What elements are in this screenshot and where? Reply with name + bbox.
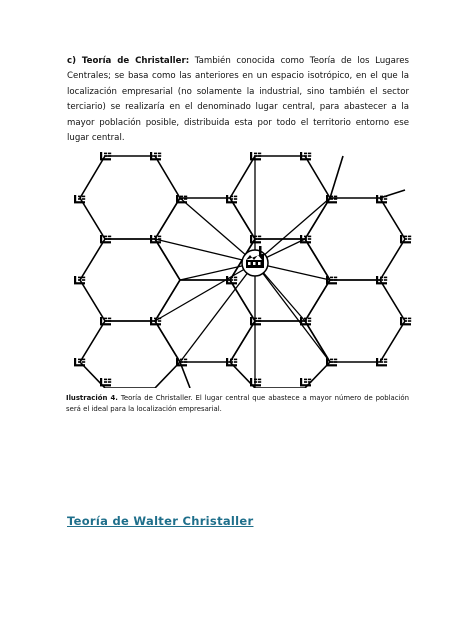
figure-caption [66,393,409,415]
settlement-icons [74,152,411,386]
caption-text: Teoría de Christaller. El lugar central que abastece a mayor número de población será el ideal para la localización empresarial. [66,394,409,413]
caption-label: Ilustración 4. [66,394,118,402]
christaller-paragraph [67,54,409,146]
paragraph-heading: c) Teoría de Christaller: [67,56,190,66]
central-place-diagram [60,150,412,388]
paragraph-body: También conocida como Teoría de los Lugares Centrales; se basa como las anteriores en un espacio isotrópico, en el que la localización empresarial (no solamente la industrial, sino también el sector terciario) se realizaría en el denominado lugar central, para abastecer a la mayor población posible, distribuida esta por todo el territorio entorno ese lugar central. [67,56,409,144]
central-place-icon [242,246,268,276]
christaller-link[interactable]: Teoría de Walter Christaller [67,514,254,528]
